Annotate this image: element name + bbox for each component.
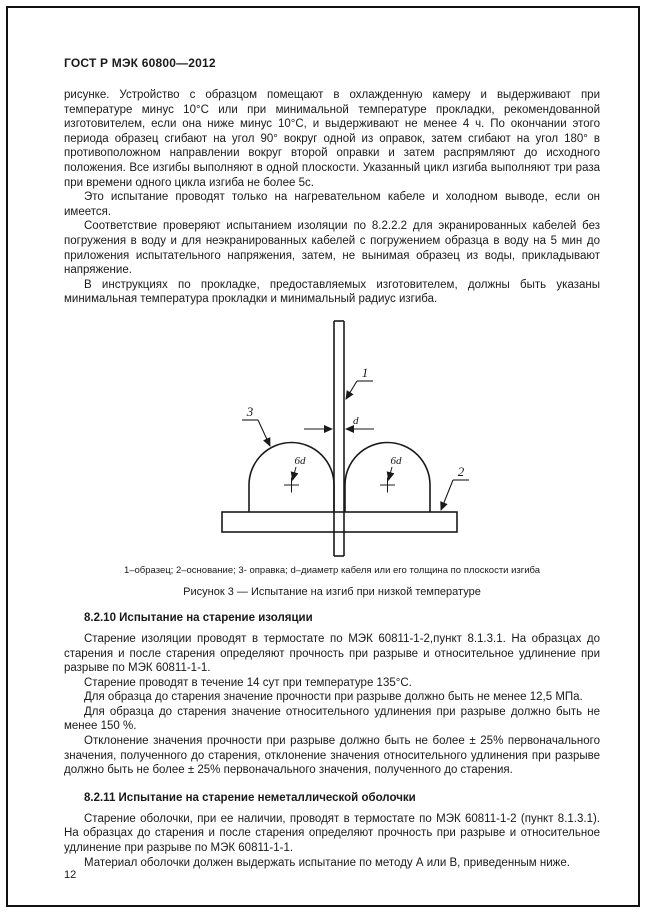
base-plate (222, 512, 457, 532)
paragraph: Для образца до старения значение прочности при разрыве должно быть не менее 12,5 МПа. (84, 691, 583, 704)
figure-3-block (64, 313, 600, 598)
page-content (64, 56, 600, 870)
svg-text:1: 1 (361, 364, 369, 380)
mandrel-right (345, 442, 430, 512)
figure-label-radius-left: 6d (294, 454, 306, 467)
paragraph: Это испытание проводят только на нагревательном кабеле и холодном выводе, если он имеется. (64, 191, 600, 218)
paragraph: Отклонение значения прочности при разрыве должно быть не более ± 25% первоначального значения, полученного до старения, отклонение значения относительного удлинения при разрыве должно быть не более ± 25% первоначального значения, полученного до старения. (64, 735, 600, 777)
mandrel-left (249, 442, 334, 512)
diameter-dimension (304, 415, 374, 429)
svg-text:d: d (353, 414, 359, 427)
section-heading-8-2-10: 8.2.10 Испытание на старение изоляции (84, 611, 313, 624)
figure-label-specimen (346, 365, 373, 399)
paragraph: рисунке. Устройство с образцом помещают в охлажденную камеру и выдерживают при температуре минус 10°С или при минимальной температуре прокладки, рекомендованной изготовителем, если она ниже минус 10°С, и выдерживают не менее 4 ч. По окончании этого периода образец сгибают на угол 90° вокруг одной из оправок, затем сгибают на угол 180° в противоположном направлении вокруг второй оправки и затем распрямляют до исходного положения. Все изгибы выполняют в одной плоскости. Указанный цикл изгиба выполняют три раза при времени одного цикла изгиба не более 5с. (64, 89, 600, 189)
paragraph: Соответствие проверяют испытанием изоляции по 8.2.2.2 для экранированных кабелей без погружения в воду и для неэкранированных кабелей с погружением образца в воду на 5 мин до приложения испытательного напряжения, затем, не вынимая образец из воды, прикладывают напряжение. (64, 220, 600, 277)
document-header: ГОСТ Р МЭК 60800—2012 (64, 56, 216, 70)
figure-label-radius-right: 6d (390, 454, 402, 467)
figure-label-mandrel (242, 404, 270, 446)
svg-text:2: 2 (457, 463, 465, 479)
page-number: 12 (64, 869, 77, 881)
figure-title: Рисунок 3 — Испытание на изгиб при низкой температуре (183, 585, 481, 598)
paragraph: В инструкциях по прокладке, предоставляемых изготовителем, должны быть указаны минимальная температура прокладки и минимальный радиус изгиба. (64, 278, 600, 306)
svg-text:3: 3 (246, 403, 254, 419)
section-heading-8-2-11: 8.2.11 Испытание на старение неметаллической оболочки (84, 791, 416, 804)
paragraph: Старение оболочки, при ее наличии, проводят в термостате по МЭК 60811-1-2 (пункт 8.1.3.1). На образцах до старения и после старения определяют прочность при разрыве и относительное удлинение при разрыве по МЭК 60811-1-1. (64, 812, 600, 855)
cable-specimen (334, 321, 344, 556)
paragraph: Старение изоляции проводят в термостате по МЭК 60811-1-2,пункт 8.1.3.1. На образцах до старения и после старения определяют прочность при разрыве и относительное удлинение при разрыве по МЭК 60811-1-1. (64, 632, 600, 675)
figure-legend: 1–образец; 2–основание; 3- оправка; d–диаметр кабеля или его толщина по плоскости изгиба (123, 564, 541, 576)
paragraph: Для образца до старения значение относительного удлинения при разрыве должно быть не менее 150 %. (64, 705, 600, 733)
paragraph: Материал оболочки должен выдержать испытание по методу А или В, приведенным ниже. (84, 856, 570, 869)
figure-3-diagram (182, 313, 482, 563)
paragraph: Старение проводят в течение 14 сут при температуре 135°С. (84, 676, 412, 689)
figure-label-base (441, 464, 469, 510)
